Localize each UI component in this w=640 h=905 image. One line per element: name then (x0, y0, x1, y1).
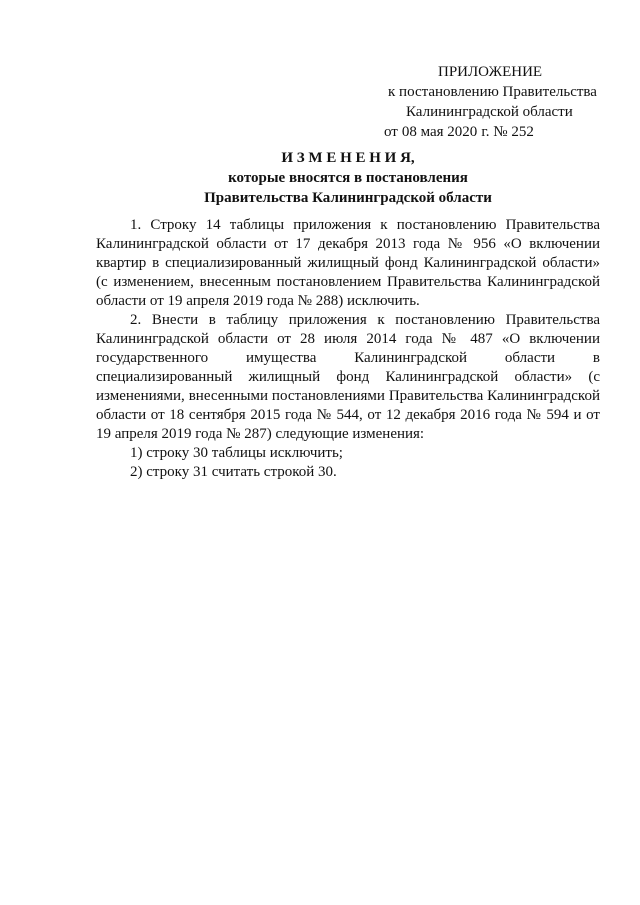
paragraph-1: 1. Строку 14 таблицы приложения к постановлению Правительства Калининградской области от 17 декабря 2013 года № 956 «О включении квартир в специализированный жилищный фонд Калининградской области» (с изменением, внесенным постановлением Правительства Калининградской области от 19 апреля 2019 года № 288) исключить. (96, 217, 600, 309)
date-prefix: от (384, 124, 398, 140)
heading-title: И З М Е Н Е Н И Я, (281, 150, 415, 166)
appendix-region-line: Калининградской области (406, 104, 573, 120)
appendix-date-line (378, 122, 598, 142)
heading-subtitle-2: Правительства Калининградской области (204, 190, 492, 206)
date-value: 08 мая 2020 (401, 124, 478, 140)
date-suffix: г. № (481, 124, 508, 140)
appendix-header (378, 62, 598, 142)
list-item-2: 2) строку 31 считать строкой 30. (130, 464, 337, 480)
list-item-1: 1) строку 30 таблицы исключить; (130, 445, 343, 461)
paragraph-2: 2. Внести в таблицу приложения к постановлению Правительства Калининградской области от 28 июля 2014 года № 487 «О включении государственного имущества Калининградской области в специализированный жилищный фонд Калининградской области» (с изменениями, внесенными постановлениями Правительства Калининградской области от 18 сентября 2015 года № 544, от 12 декабря 2016 года № 594 и от 19 апреля 2019 года № 287) следующие изменения: (96, 312, 600, 442)
document-heading (96, 148, 600, 208)
appendix-title: ПРИЛОЖЕНИЕ (438, 64, 543, 80)
resolution-number: 252 (511, 124, 534, 140)
appendix-resolution-line: к постановлению Правительства (388, 84, 597, 100)
document-body (96, 216, 600, 482)
heading-subtitle-1: которые вносятся в постановления (228, 170, 468, 186)
